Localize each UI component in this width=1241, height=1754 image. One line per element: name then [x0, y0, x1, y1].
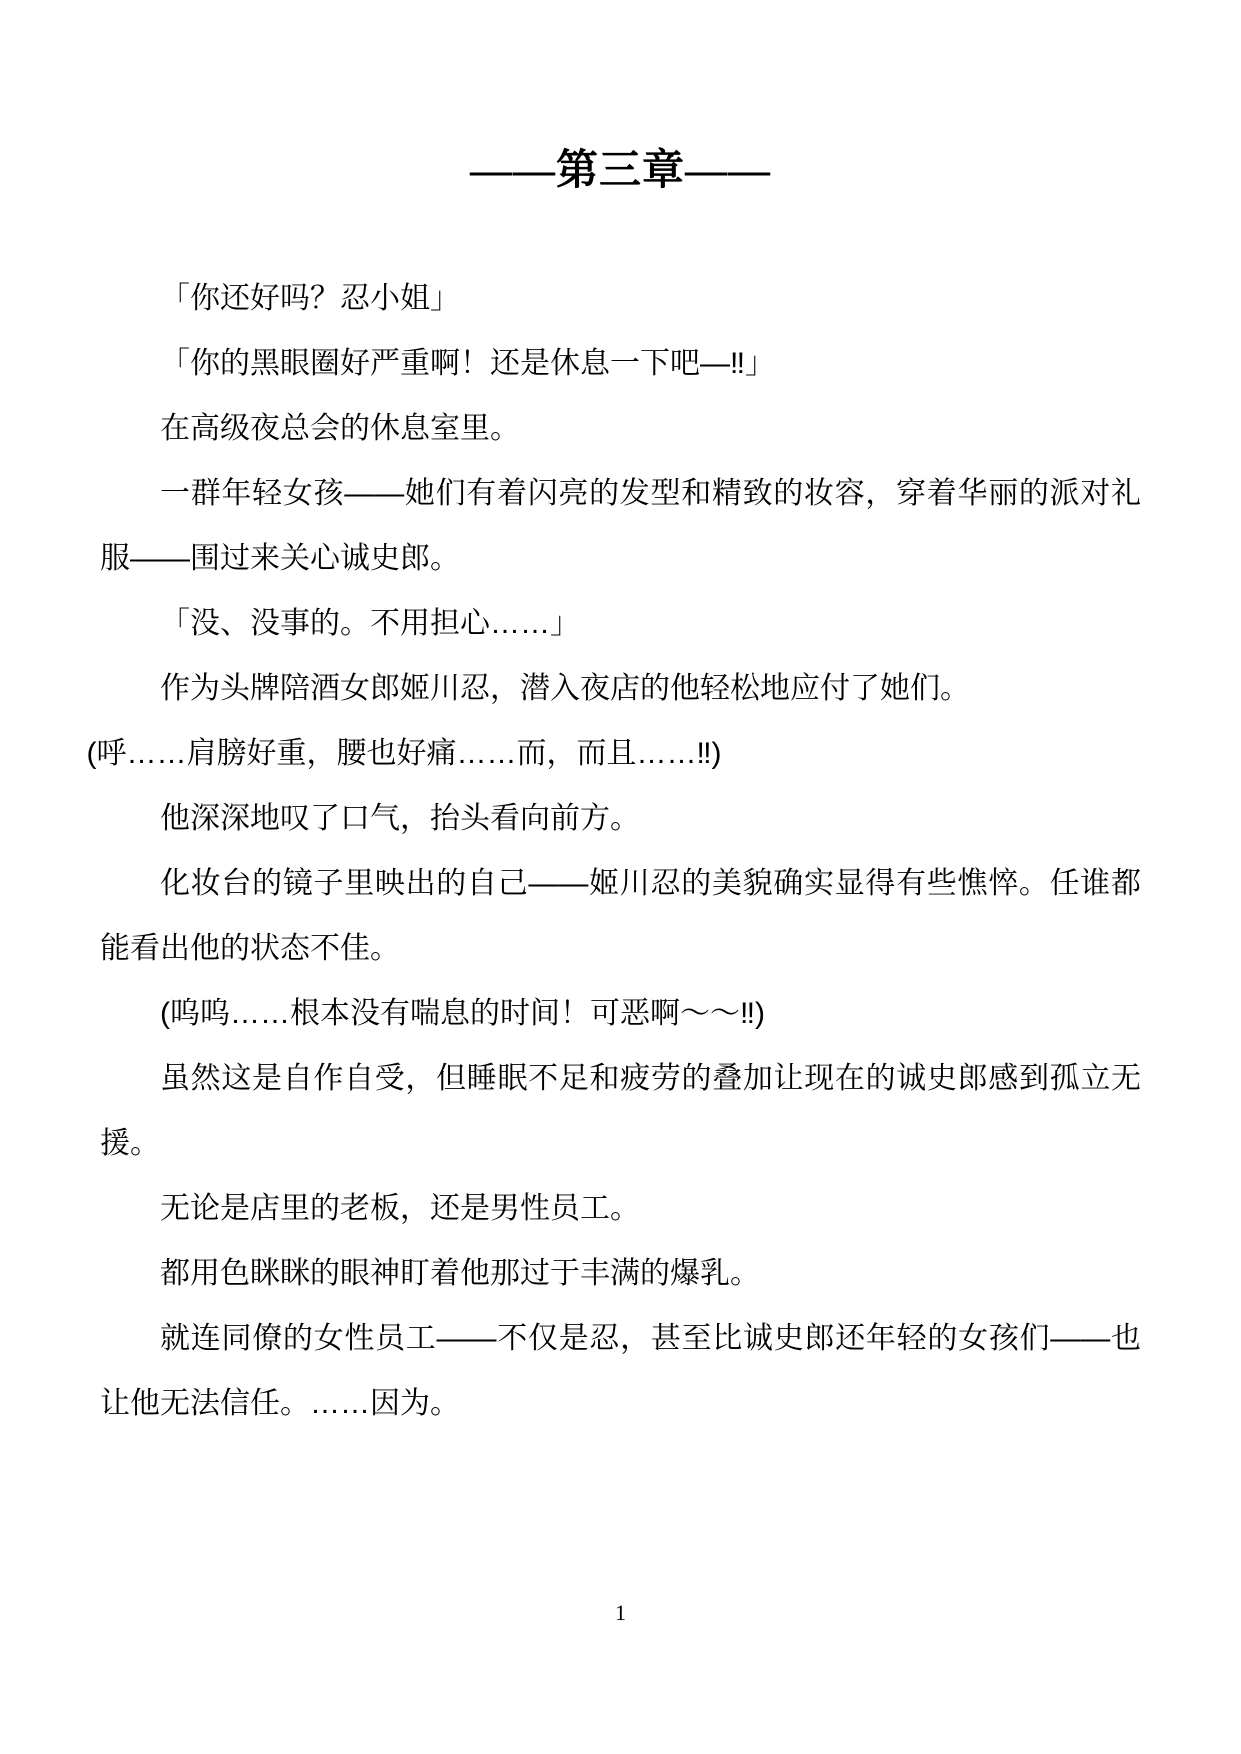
paragraph: 无论是店里的老板，还是男性员工。 — [160, 1192, 640, 1225]
paragraph: 作为头牌陪酒女郎姬川忍，潜入夜店的他轻松地应付了她们。 — [160, 672, 970, 705]
paragraph: 化妆台的镜子里映出的自己——姬川忍的美貌确实显得有些憔悴。任谁都能看出他的状态不佳。 — [100, 867, 1141, 965]
paragraph: 一群年轻女孩——她们有着闪亮的发型和精致的妆容，穿着华丽的派对礼服——围过来关心诚史郎。 — [100, 477, 1141, 575]
paragraph: 在高级夜总会的休息室里。 — [160, 412, 520, 445]
paragraph: 都用色眯眯的眼神盯着他那过于丰满的爆乳。 — [160, 1257, 760, 1290]
paragraph: 就连同僚的女性员工——不仅是忍，甚至比诚史郎还年轻的女孩们——也让他无法信任。……因为。 — [100, 1322, 1141, 1420]
body-paragraphs — [86, 266, 1141, 1436]
chapter-title: ——第三章—— — [469, 148, 771, 194]
paragraph: 「你的黑眼圈好严重啊！还是休息一下吧—‼」 — [160, 347, 775, 380]
paragraph: 他深深地叹了口气，抬头看向前方。 — [160, 802, 640, 835]
page-number: 1 — [615, 1600, 626, 1625]
paragraph: 「没、没事的。不用担心……」 — [160, 607, 580, 640]
paragraph: (呜呜……根本没有喘息的时间！可恶啊～～‼) — [160, 997, 765, 1030]
paragraph: 「你还好吗？忍小姐」 — [160, 282, 460, 315]
paragraph: 虽然这是自作自受，但睡眠不足和疲劳的叠加让现在的诚史郎感到孤立无援。 — [100, 1062, 1141, 1160]
paragraph: (呼……肩膀好重，腰也好痛……而，而且……‼) — [86, 737, 722, 770]
